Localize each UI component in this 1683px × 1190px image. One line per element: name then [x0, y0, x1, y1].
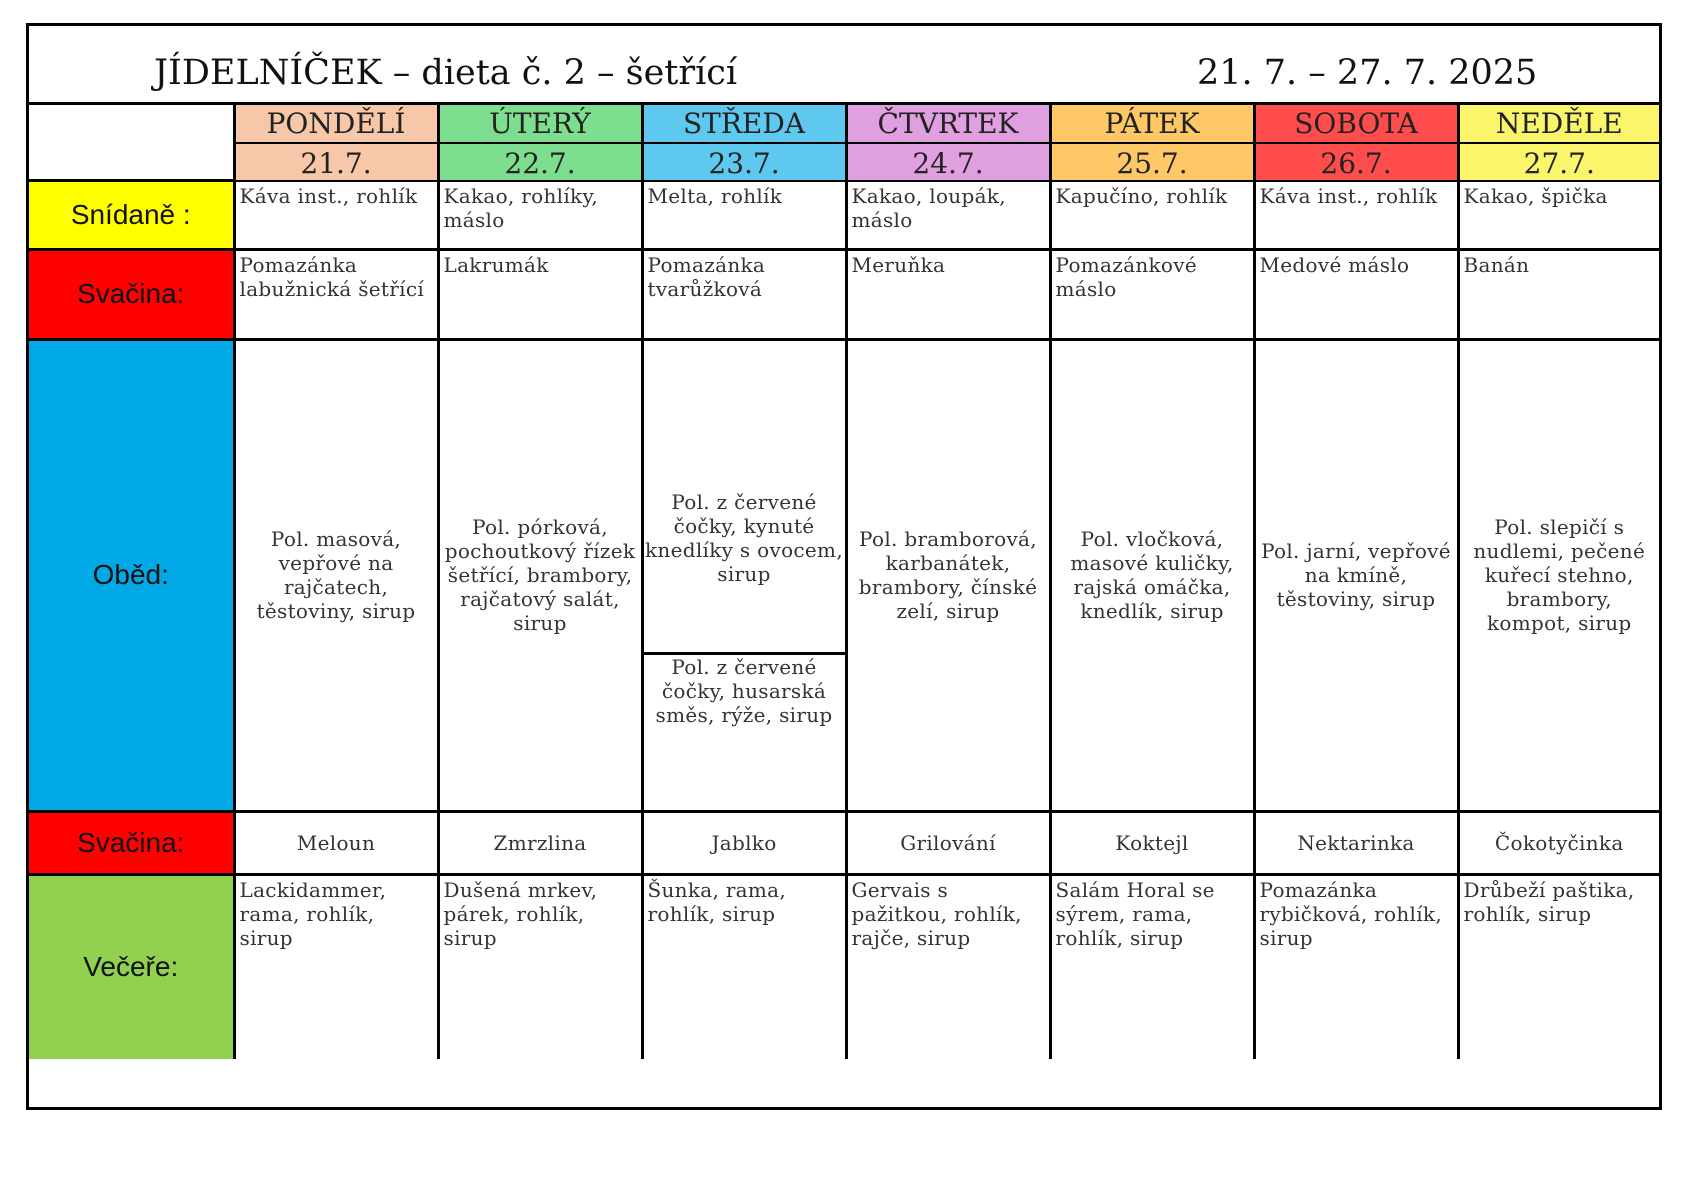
- day-date: 26.7.: [1256, 144, 1457, 180]
- meal-label-afternoon-snack: Svačina:: [29, 811, 234, 874]
- lunch-option-b-text: Pol. z červené čočky, husarská směs, rýže, sirup: [655, 655, 833, 727]
- menu-cell: Káva inst., rohlík: [234, 180, 438, 249]
- menu-cell: Grilování: [846, 811, 1050, 874]
- meal-label-breakfast: Snídaně :: [29, 180, 234, 249]
- day-header-wednesday: [642, 105, 846, 180]
- menu-cell: Šunka, rama, rohlík, sirup: [642, 874, 846, 1059]
- menu-cell: Pol. bramborová, karbanátek, brambory, čínské zelí, sirup: [846, 339, 1050, 811]
- corner-cell: [29, 105, 234, 180]
- day-date: 23.7.: [644, 144, 845, 180]
- menu-cell: Lackidammer, rama, rohlík, sirup: [234, 874, 438, 1059]
- menu-sheet: [26, 23, 1662, 1110]
- menu-cell: Dušená mrkev, párek, rohlík, sirup: [438, 874, 642, 1059]
- menu-cell: Zmrzlina: [438, 811, 642, 874]
- day-header-monday: [234, 105, 438, 180]
- menu-cell: Banán: [1458, 249, 1659, 339]
- menu-cell: Pomazánka tvarůžková: [642, 249, 846, 339]
- title-row: [29, 26, 1659, 105]
- menu-cell: Pomazánka rybičková, rohlík, sirup: [1254, 874, 1458, 1059]
- menu-cell: Káva inst., rohlík: [1254, 180, 1458, 249]
- meal-row-dinner: [29, 874, 1659, 1059]
- meal-label-dinner: Večeře:: [29, 874, 234, 1059]
- menu-cell: Jablko: [642, 811, 846, 874]
- meal-row-afternoon-snack: [29, 811, 1659, 874]
- meal-label-morning-snack: Svačina:: [29, 249, 234, 339]
- menu-cell: Pol. pórková, pochoutkový řízek šetřící, brambory, rajčatový salát, sirup: [438, 339, 642, 811]
- day-date: 22.7.: [440, 144, 641, 180]
- day-name: SOBOTA: [1256, 105, 1457, 144]
- day-header-thursday: [846, 105, 1050, 180]
- menu-cell: Kapučíno, rohlík: [1050, 180, 1254, 249]
- day-date: 25.7.: [1052, 144, 1253, 180]
- day-date: 24.7.: [848, 144, 1049, 180]
- lunch-option-a-text: Pol. z červené čočky, kynuté knedlíky s ovocem, sirup: [645, 489, 843, 586]
- menu-cell: Kakao, špička: [1458, 180, 1659, 249]
- day-header-sunday: [1458, 105, 1659, 180]
- menu-cell: Gervais s pažitkou, rohlík, rajče, sirup: [846, 874, 1050, 1059]
- menu-cell: Salám Horal se sýrem, rama, rohlík, sirup: [1050, 874, 1254, 1059]
- lunch-options: [644, 423, 845, 727]
- day-header-saturday: [1254, 105, 1458, 180]
- menu-cell: Drůbeží paštika, rohlík, sirup: [1458, 874, 1659, 1059]
- day-name: ČTVRTEK: [848, 105, 1049, 144]
- day-name: PONDĚLÍ: [236, 105, 437, 144]
- day-name: STŘEDA: [644, 105, 845, 144]
- day-header-tuesday: [438, 105, 642, 180]
- lunch-option-b: [644, 655, 845, 727]
- day-name: ÚTERÝ: [440, 105, 641, 144]
- menu-cell: Pol. slepičí s nudlemi, pečené kuřecí stehno, brambory, kompot, sirup: [1458, 339, 1659, 811]
- menu-cell: Koktejl: [1050, 811, 1254, 874]
- menu-cell: Pol. masová, vepřové na rajčatech, těstoviny, sirup: [234, 339, 438, 811]
- meal-row-lunch: [29, 339, 1659, 811]
- meal-row-morning-snack: [29, 249, 1659, 339]
- menu-cell: Nektarinka: [1254, 811, 1458, 874]
- day-date: 21.7.: [236, 144, 437, 180]
- header-row: [29, 105, 1659, 180]
- menu-cell: Lakrumák: [438, 249, 642, 339]
- menu-cell: Čokotyčinka: [1458, 811, 1659, 874]
- menu-cell: Pomazánka labužnická šetřící: [234, 249, 438, 339]
- menu-cell: Kakao, loupák, máslo: [846, 180, 1050, 249]
- date-range: 21. 7. – 27. 7. 2025: [1197, 53, 1538, 93]
- menu-cell: Meloun: [234, 811, 438, 874]
- day-header-friday: [1050, 105, 1254, 180]
- menu-cell: Melta, rohlík: [642, 180, 846, 249]
- menu-cell: Pol. jarní, vepřové na kmíně, těstoviny, sirup: [1254, 339, 1458, 811]
- meal-label-lunch: Oběd:: [29, 339, 234, 811]
- menu-cell: Pol. vločková, masové kuličky, rajská omáčka, knedlík, sirup: [1050, 339, 1254, 811]
- day-date: 27.7.: [1460, 144, 1660, 180]
- page-title: JÍDELNÍČEK – dieta č. 2 – šetřící: [154, 53, 738, 93]
- day-name: PÁTEK: [1052, 105, 1253, 144]
- meal-row-breakfast: [29, 180, 1659, 249]
- day-name: NEDĚLE: [1460, 105, 1660, 144]
- menu-cell: Kakao, rohlíky, máslo: [438, 180, 642, 249]
- menu-cell-split: [642, 339, 846, 811]
- menu-table: [29, 105, 1659, 1059]
- menu-cell: Pomazánkové máslo: [1050, 249, 1254, 339]
- lunch-option-a: [644, 423, 845, 655]
- menu-cell: Meruňka: [846, 249, 1050, 339]
- menu-cell: Medové máslo: [1254, 249, 1458, 339]
